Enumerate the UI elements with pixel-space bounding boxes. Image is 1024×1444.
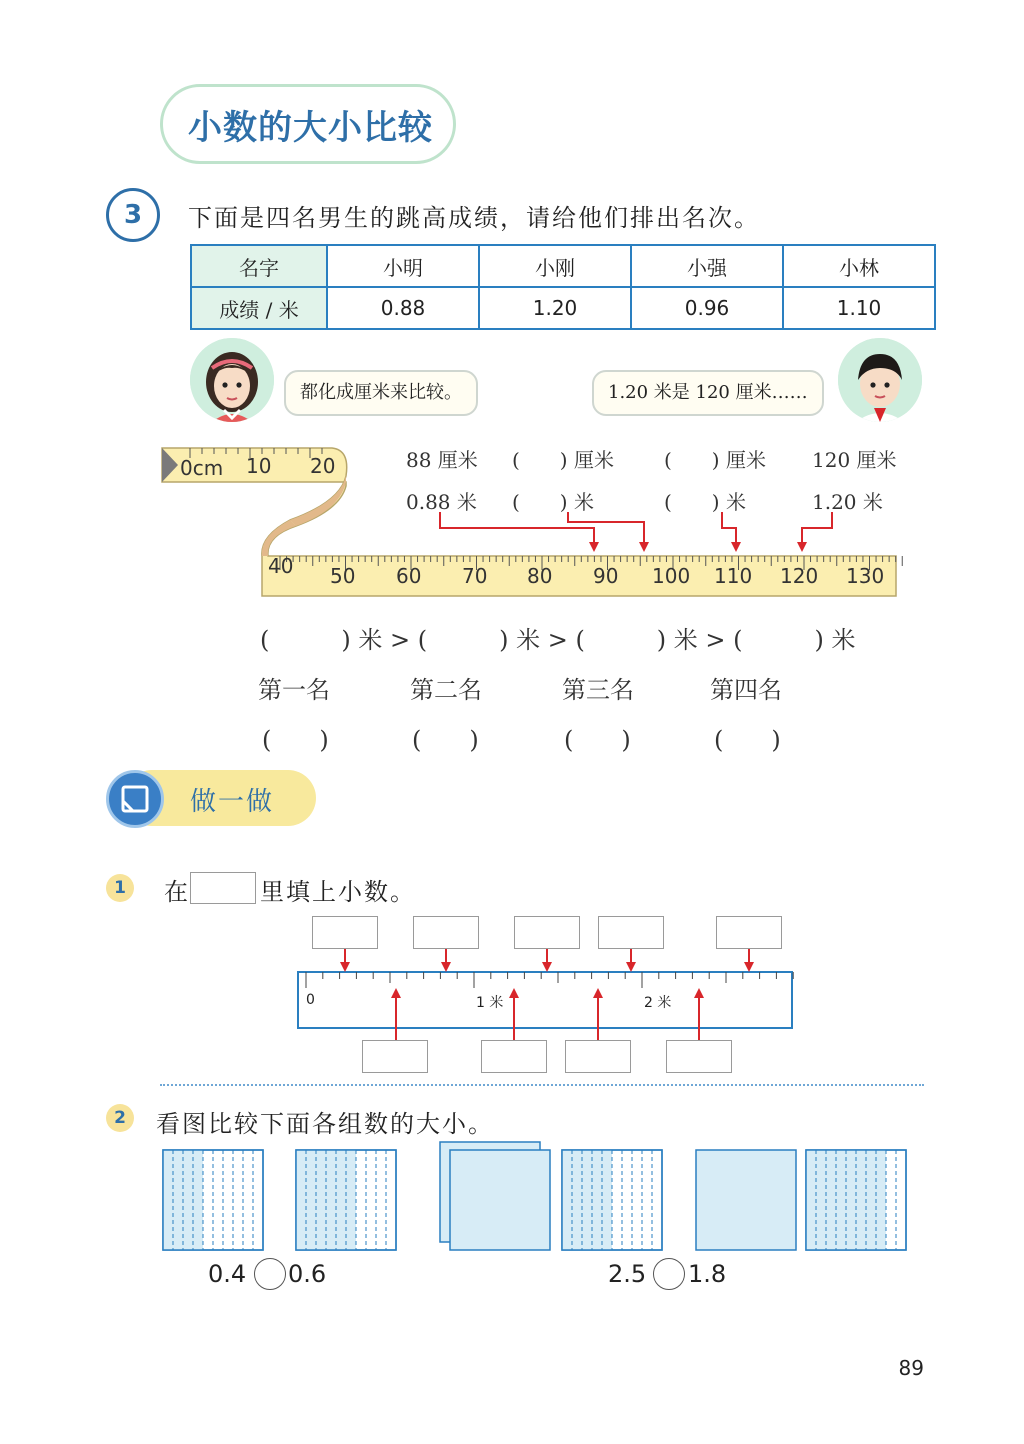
compare-circle[interactable]	[653, 1258, 685, 1290]
m-blank: ( ) 米	[512, 490, 594, 514]
tape-bottom-tick: 120	[780, 564, 819, 588]
section-divider	[160, 1084, 924, 1086]
table-cell: 成绩 / 米	[191, 287, 327, 329]
ruler-label: 0	[306, 992, 315, 1008]
decimal-square	[163, 1150, 263, 1250]
table-cell: 1.10	[783, 287, 935, 329]
m-label: 1.20 米	[812, 490, 883, 514]
table-cell: 名字	[191, 245, 327, 287]
rank-label: 第一名	[258, 676, 330, 704]
tape-bottom-tick: 50	[330, 564, 356, 588]
answer-box[interactable]	[666, 1040, 732, 1073]
cm-label: 88 厘米	[406, 448, 478, 472]
answer-box-sample	[190, 872, 256, 904]
m-label: 0.88 米	[406, 490, 477, 514]
tape-bottom-tick: 80	[527, 564, 553, 588]
girl-avatar	[190, 338, 274, 422]
answer-box[interactable]	[362, 1040, 428, 1073]
decimal-square	[450, 1150, 550, 1250]
q2-text: 看图比较下面各组数的大小。	[156, 1110, 494, 1138]
table-cell: 小明	[327, 245, 479, 287]
table-cell: 1.20	[479, 287, 631, 329]
score-table	[190, 244, 936, 330]
compare-left: 2.5	[608, 1260, 647, 1288]
tape-bottom-tick: 40	[268, 554, 294, 578]
ruler-label: 1 米	[476, 995, 504, 1011]
decimal-square	[296, 1150, 396, 1250]
order-blanks: ( ) 米 > ( ) 米 > ( ) 米 > ( ) 米	[260, 626, 856, 654]
table-cell: 小强	[631, 245, 783, 287]
boy-speech-bubble: 1.20 米是 120 厘米……	[592, 370, 824, 416]
table-cell: 0.88	[327, 287, 479, 329]
girl-speech-bubble: 都化成厘米来比较。	[284, 370, 478, 416]
m-blank: ( ) 米	[664, 490, 746, 514]
table-cell: 小刚	[479, 245, 631, 287]
boy-avatar	[838, 338, 922, 422]
decimal-square	[696, 1150, 796, 1250]
answer-box[interactable]	[312, 916, 378, 949]
table-row	[191, 287, 935, 329]
rank-label: 第二名	[410, 676, 482, 704]
table-header-row	[191, 245, 935, 287]
q1-text-after: 里填上小数。	[260, 878, 416, 906]
tape-bottom-tick: 70	[462, 564, 488, 588]
tape-bottom-tick: 90	[593, 564, 619, 588]
example-number-badge: 3	[106, 188, 160, 242]
ruler-arrows	[300, 948, 800, 1044]
compare-circle[interactable]	[254, 1258, 286, 1290]
rank-blank: ( )	[714, 726, 781, 754]
answer-box[interactable]	[565, 1040, 631, 1073]
tape-top-tick: 0cm	[180, 456, 224, 480]
answer-box[interactable]	[413, 916, 479, 949]
tape-bottom-tick: 60	[396, 564, 422, 588]
rank-label: 第四名	[710, 676, 782, 704]
answer-box[interactable]	[514, 916, 580, 949]
pencil-square-icon	[106, 770, 164, 828]
rank-blank: ( )	[564, 726, 631, 754]
page-title: 小数的大小比较	[188, 108, 433, 148]
cm-label: 120 厘米	[812, 448, 897, 472]
table-cell: 小林	[783, 245, 935, 287]
example-question: 下面是四名男生的跳高成绩，请给他们排出名次。	[188, 204, 760, 232]
tape-bottom-tick: 130	[846, 564, 885, 588]
question-number-badge: 1	[106, 874, 134, 902]
answer-box[interactable]	[598, 916, 664, 949]
compare-right: 1.8	[688, 1260, 727, 1288]
cm-blank: ( ) 厘米	[512, 448, 614, 472]
question-number-badge: 2	[106, 1104, 134, 1132]
tape-bottom-tick: 110	[714, 564, 753, 588]
rank-blank: ( )	[412, 726, 479, 754]
try-section-label: 做一做	[190, 787, 275, 817]
tape-bottom-tick: 100	[652, 564, 691, 588]
table-cell: 0.96	[631, 287, 783, 329]
cm-blank: ( ) 厘米	[664, 448, 766, 472]
tape-top-tick: 20	[310, 454, 336, 478]
q1-text-before: 在	[164, 878, 190, 906]
decimal-square	[806, 1150, 906, 1250]
page-number: 89	[898, 1356, 924, 1380]
tape-top-tick: 10	[246, 454, 272, 478]
ruler-label: 2 米	[644, 995, 672, 1011]
answer-box[interactable]	[716, 916, 782, 949]
decimal-squares	[160, 1138, 910, 1254]
rank-blank: ( )	[262, 726, 329, 754]
compare-right: 0.6	[288, 1260, 327, 1288]
decimal-square	[562, 1150, 662, 1250]
rank-label: 第三名	[562, 676, 634, 704]
compare-left: 0.4	[208, 1260, 247, 1288]
answer-box[interactable]	[481, 1040, 547, 1073]
